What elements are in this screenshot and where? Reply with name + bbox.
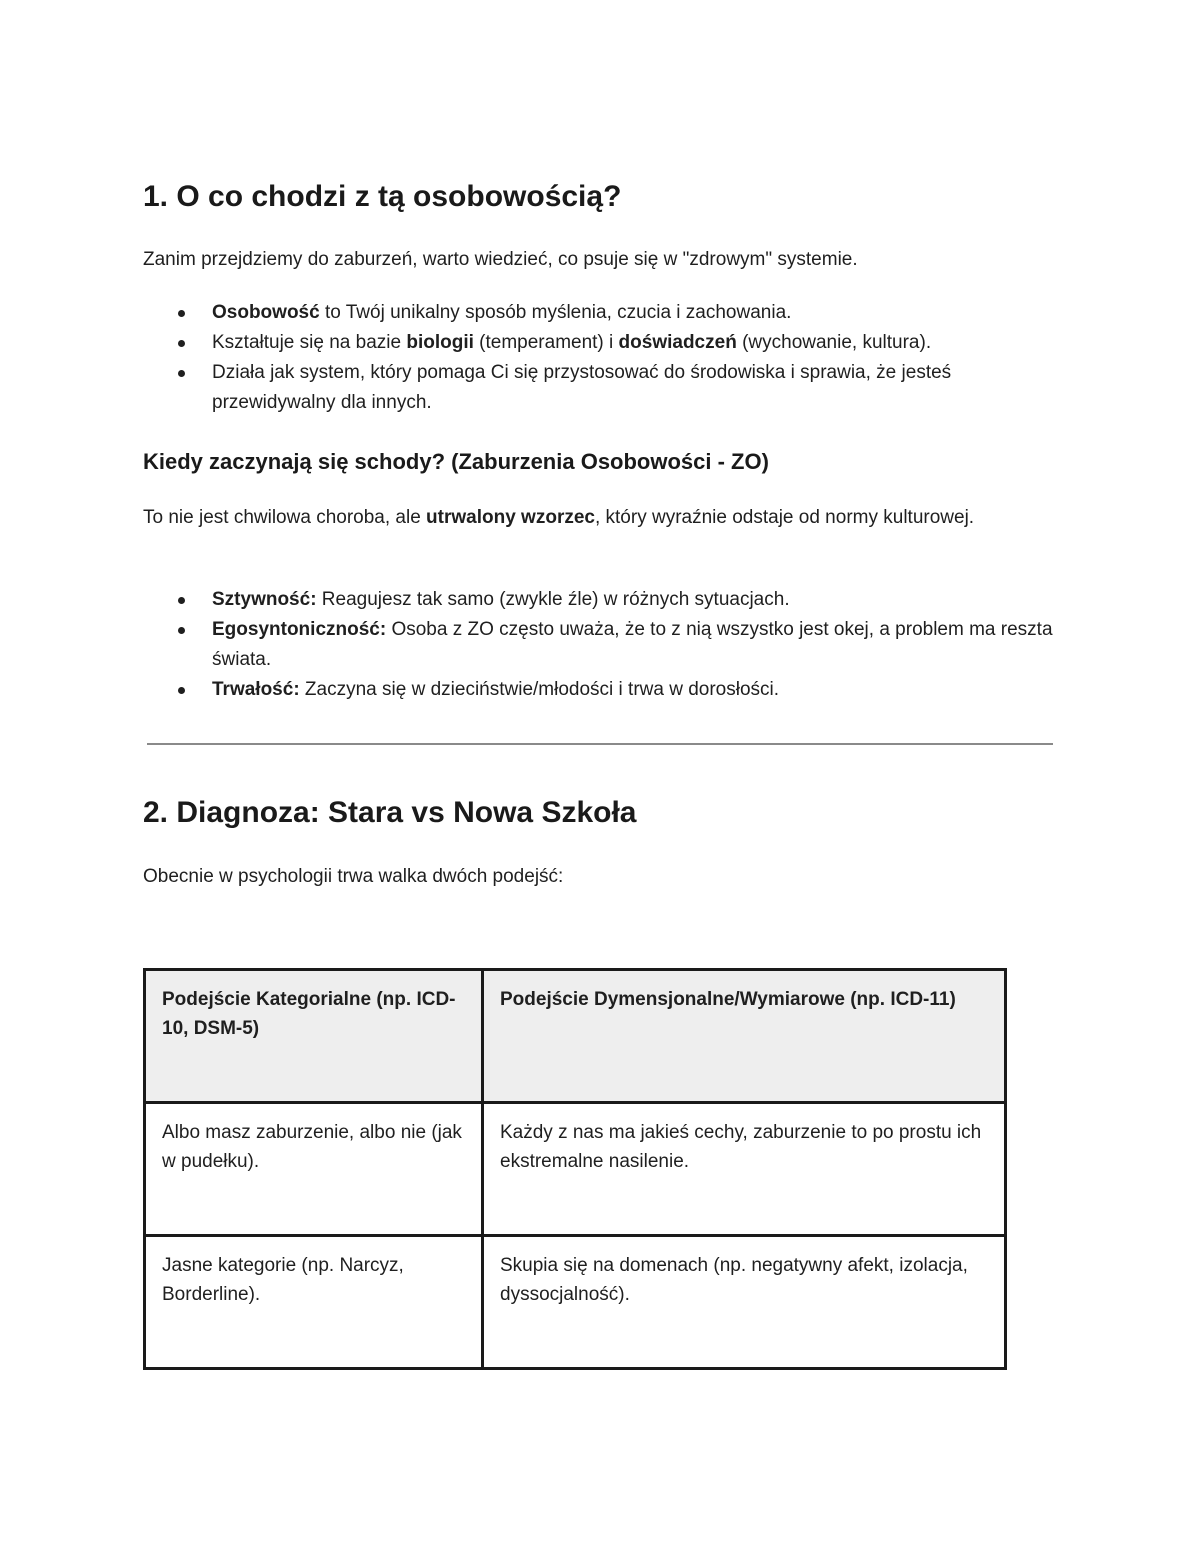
section2-title: 2. Diagnoza: Stara vs Nowa Szkoła <box>143 796 637 829</box>
bold-term: doświadczeń <box>618 332 737 353</box>
bullet-icon <box>178 340 185 347</box>
bullet-icon <box>178 597 185 604</box>
horizontal-divider <box>147 743 1053 745</box>
list-item <box>143 298 1063 328</box>
table-cell: Każdy z nas ma jakieś cechy, zaburzenie to po prostu ich ekstremalne nasilenie. <box>483 1103 1006 1236</box>
bold-term: Sztywność: <box>212 589 317 610</box>
disorder-definition <box>143 503 1043 533</box>
bullet-icon <box>178 310 185 317</box>
item-text: (wychowanie, kultura). <box>736 332 932 353</box>
table-cell: Albo masz zaburzenie, albo nie (jak w pudełku). <box>145 1103 483 1236</box>
item-text: Zaczyna się w dzieciństwie/młodości i trwa w dorosłości. <box>299 679 780 700</box>
list-item <box>143 328 1063 358</box>
table-header-cell: Podejście Dymensjonalne/Wymiarowe (np. ICD-11) <box>483 970 1006 1103</box>
bullet-icon <box>178 370 185 377</box>
bold-term: Egosyntoniczność: <box>212 619 387 640</box>
table-header-row <box>145 970 1006 1103</box>
table-cell: Jasne kategorie (np. Narcyz, Borderline). <box>145 1236 483 1369</box>
item-text: to Twój unikalny sposób myślenia, czucia i zachowania. <box>319 302 792 323</box>
bold-term: biologii <box>406 332 474 353</box>
section1-intro: Zanim przejdziemy do zaburzeń, warto wiedzieć, co psuje się w "zdrowym" systemie. <box>143 249 858 270</box>
table-cell: Skupia się na domenach (np. negatywny afekt, izolacja, dyssocjalność). <box>483 1236 1006 1369</box>
list-item <box>143 358 1063 418</box>
para-text: To nie jest chwilowa choroba, ale <box>143 507 427 528</box>
item-text: Działa jak system, który pomaga Ci się przystosować do środowiska i sprawia, że jesteś przewidywalny dla innych. <box>212 362 952 413</box>
item-text: (temperament) i <box>473 332 619 353</box>
item-text: Osoba z ZO często uważa, że to z nią wszystko jest okej, a problem ma reszta świata. <box>212 619 1053 670</box>
para-text: , który wyraźnie odstaje od normy kulturowej. <box>594 507 975 528</box>
bold-term: Trwałość: <box>212 679 300 700</box>
subheading: Kiedy zaczynają się schody? (Zaburzenia Osobowości - ZO) <box>143 449 769 474</box>
traits-bullet-list <box>143 585 1063 705</box>
item-text: Reagujesz tak samo (zwykle źle) w różnych sytuacjach. <box>316 589 790 610</box>
bold-term: utrwalony wzorzec <box>426 507 595 528</box>
bold-term: Osobowość <box>212 302 320 323</box>
table-header-cell: Podejście Kategorialne (np. ICD-10, DSM-5) <box>145 970 483 1103</box>
table-row <box>145 1103 1006 1236</box>
personality-bullet-list <box>143 298 1063 418</box>
list-item <box>143 585 1063 615</box>
comparison-table <box>143 968 1007 1370</box>
list-item <box>143 615 1063 675</box>
item-text: Kształtuje się na bazie <box>212 332 407 353</box>
section1-title: 1. O co chodzi z tą osobowością? <box>143 180 622 213</box>
bullet-icon <box>178 687 185 694</box>
bullet-icon <box>178 627 185 634</box>
table-row <box>145 1236 1006 1369</box>
section2-intro: Obecnie w psychologii trwa walka dwóch podejść: <box>143 866 564 887</box>
list-item <box>143 675 1063 705</box>
